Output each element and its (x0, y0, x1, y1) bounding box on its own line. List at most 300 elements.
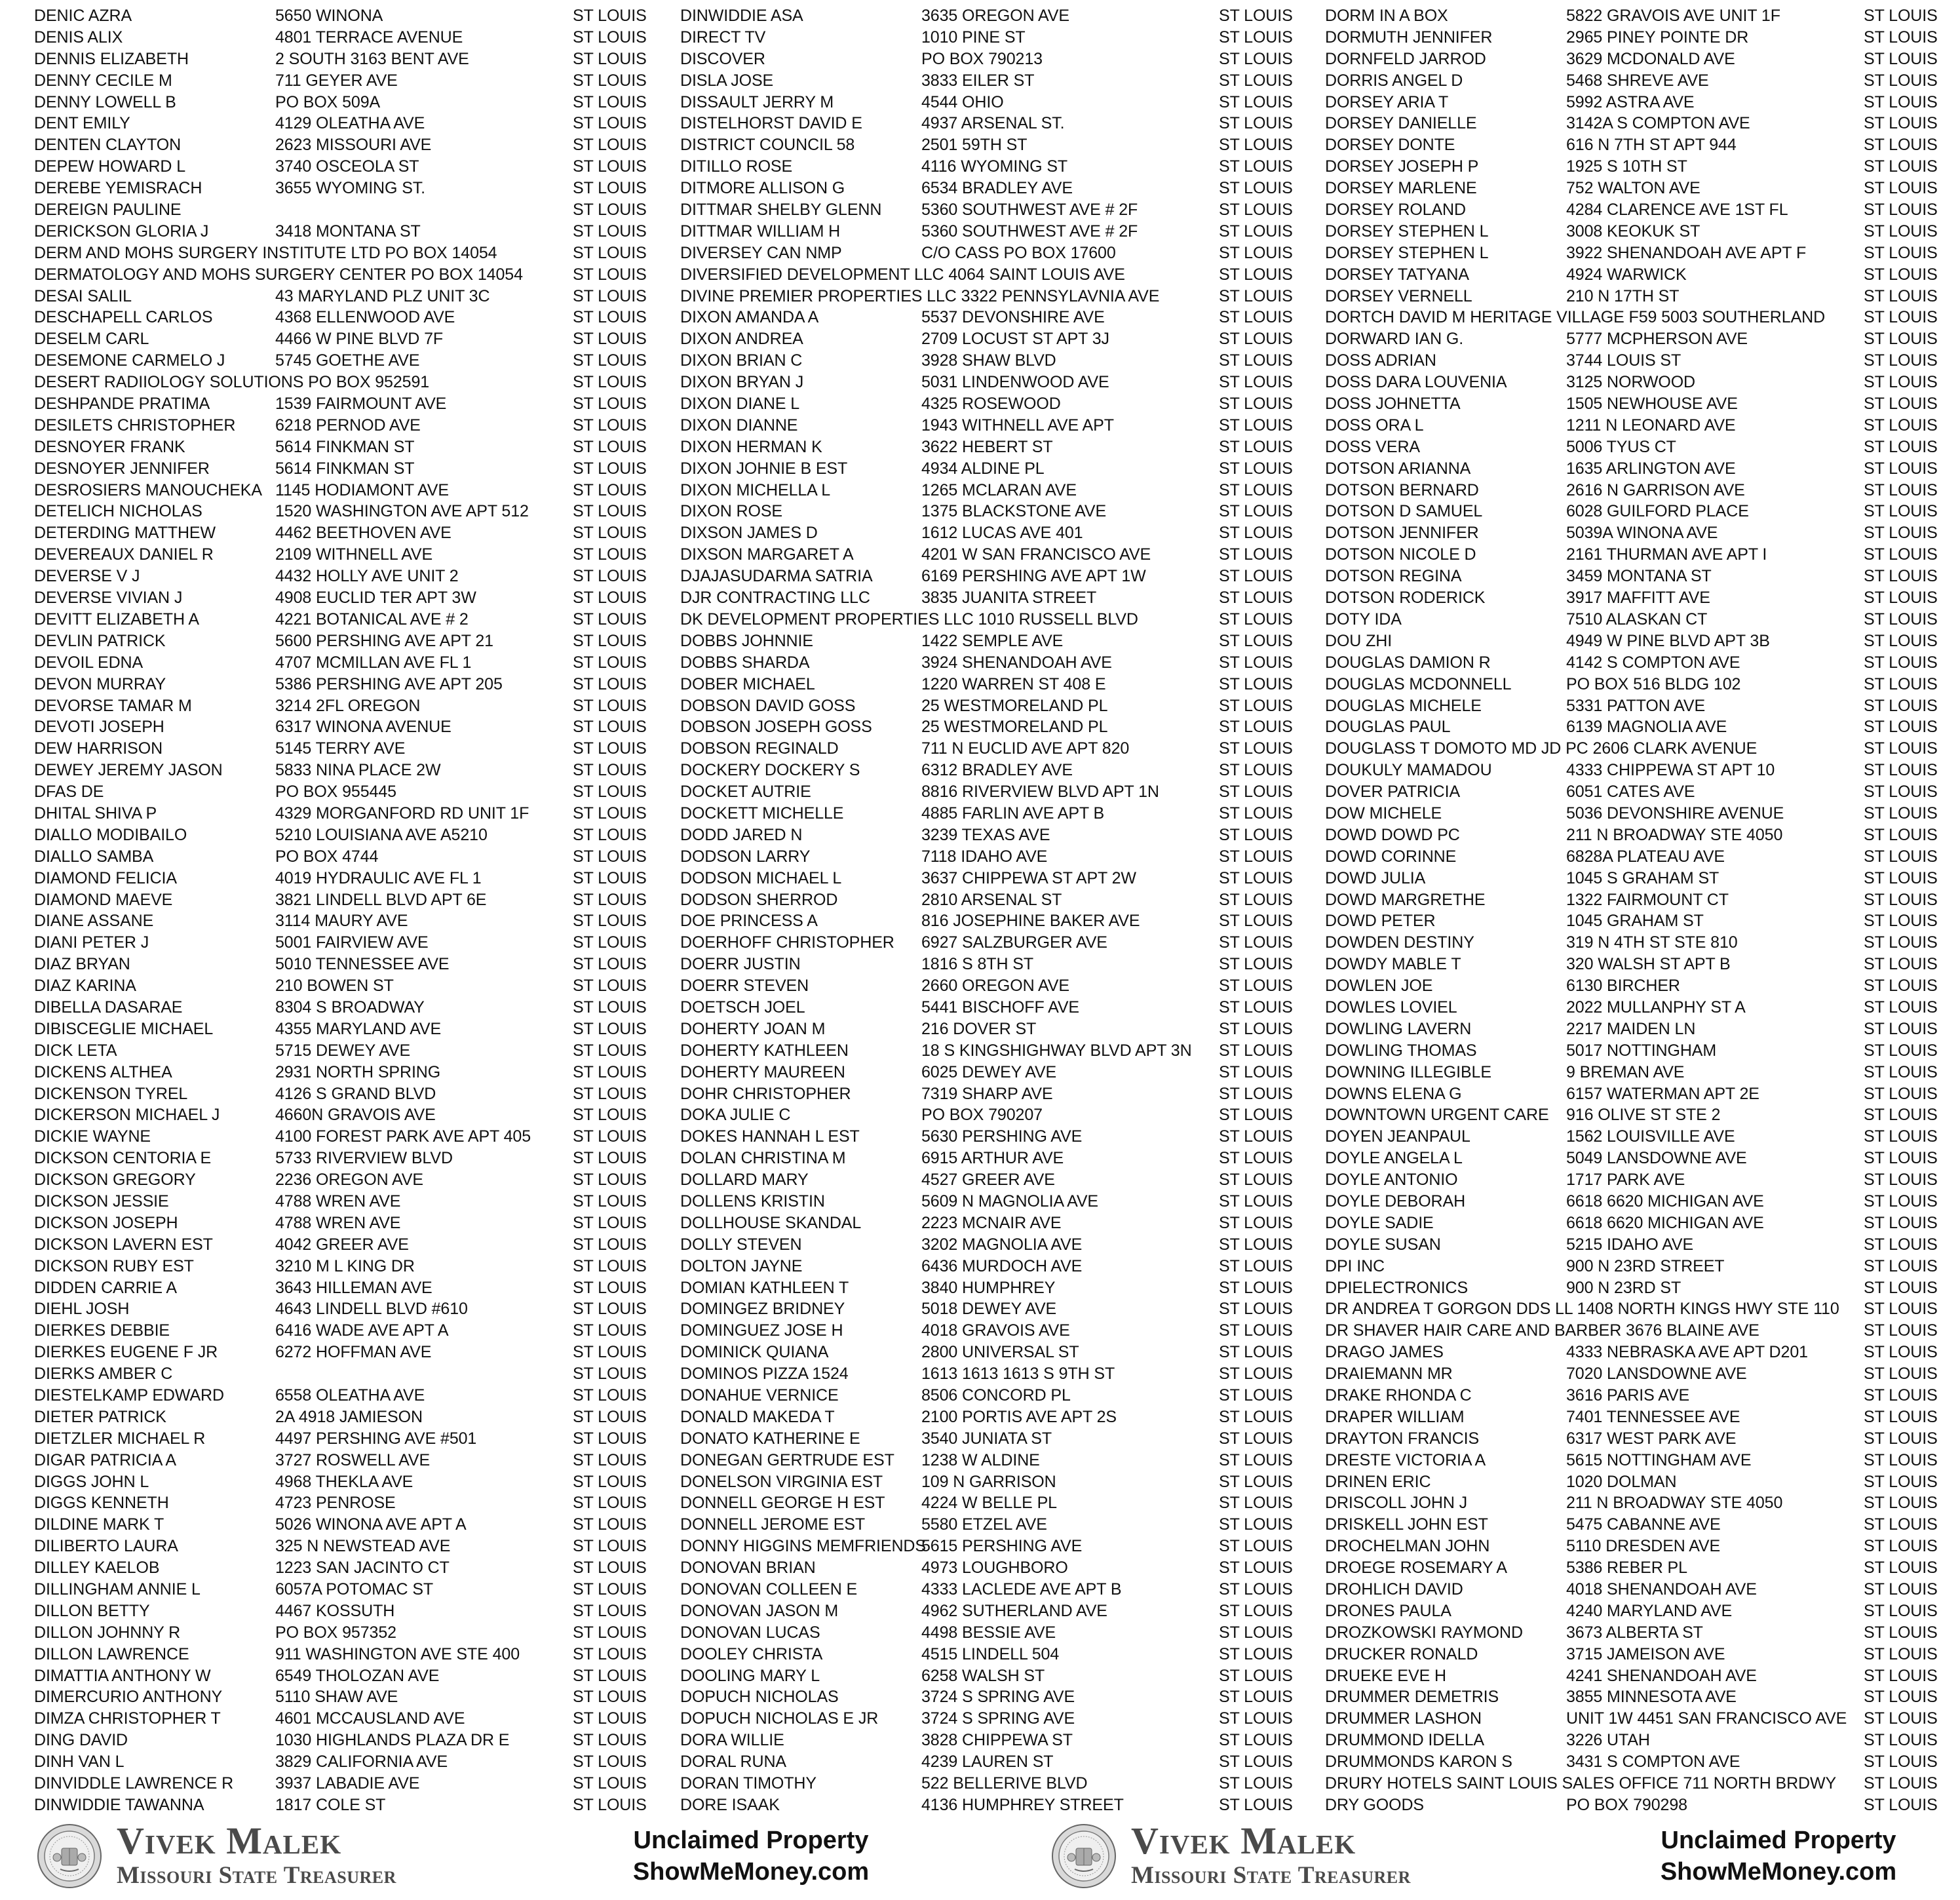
listing-row (1325, 1536, 1938, 1557)
listing-row (680, 1062, 1303, 1083)
owner-address: 2623 MISSOURI AVE (275, 136, 432, 155)
owner-name: DOWLEN JOE (1325, 977, 1433, 996)
owner-address: 2501 59TH ST (921, 136, 1028, 155)
owner-name: DILLEY KAELOB (34, 1559, 160, 1578)
owner-name: DOBSON DAVID GOSS (680, 696, 856, 715)
owner-city: ST LOUIS (1864, 1688, 1938, 1707)
owner-name: DONALD MAKEDA T (680, 1407, 835, 1426)
owner-address: 3655 WYOMING ST. (275, 179, 426, 198)
listing-row (1325, 1018, 1938, 1040)
listing-row (34, 1320, 650, 1342)
owner-address: 5992 ASTRA AVE (1566, 92, 1695, 111)
owner-address: 5580 ETZEL AVE (921, 1515, 1047, 1534)
owner-city: ST LOUIS (1219, 1171, 1293, 1190)
listing-row (1325, 113, 1938, 134)
owner-city: ST LOUIS (573, 1407, 647, 1426)
owner-address: 4467 KOSSUTH (275, 1601, 395, 1620)
owner-city: ST LOUIS (1219, 179, 1293, 198)
owner-address: 3924 SHENANDOAH AVE (921, 653, 1112, 672)
owner-city: ST LOUIS (1219, 1213, 1293, 1232)
unclaimed-property-promo (1641, 1825, 1916, 1888)
listing-row (680, 1536, 1303, 1557)
owner-name: DHITAL SHIVA P (34, 804, 157, 823)
promo-website: ShowMeMoney.com (1660, 1858, 1897, 1886)
listing-row (680, 1751, 1303, 1773)
owner-address: 4042 GREER AVE (275, 1235, 409, 1254)
listing-row (1325, 1212, 1938, 1234)
listing-row (34, 1600, 650, 1622)
owner-city: ST LOUIS (1219, 1450, 1293, 1469)
listing-row (1325, 1665, 1938, 1687)
owner-name: DESILETS CHRISTOPHER (34, 416, 236, 435)
owner-address: 1010 PINE ST (921, 28, 1026, 47)
listing-row (34, 630, 650, 652)
owner-name: DIRECT TV (680, 28, 766, 47)
owner-address: 2709 LOCUST ST APT 3J (921, 330, 1109, 349)
owner-city: ST LOUIS (573, 1213, 647, 1232)
owner-city: ST LOUIS (573, 222, 647, 241)
owner-address: 3114 MAURY AVE (275, 912, 408, 931)
owner-city: ST LOUIS (1219, 7, 1293, 25)
listing-row (680, 1277, 1303, 1299)
owner-name: DESNOYER JENNIFER (34, 459, 210, 478)
owner-city: ST LOUIS (1864, 977, 1938, 996)
owner-city: ST LOUIS (1864, 955, 1938, 974)
owner-address: 816 JOSEPHINE BAKER AVE (921, 912, 1140, 931)
owner-name: DOUKULY MAMADOU (1325, 761, 1492, 780)
owner-name: DOYLE ANGELA L (1325, 1149, 1463, 1168)
listing-row (1325, 1320, 1938, 1342)
listing-row (680, 1104, 1303, 1126)
owner-name: DOUGLAS MCDONNELL (1325, 674, 1512, 693)
owner-name: DOERHOFF CHRISTOPHER (680, 933, 894, 952)
owner-city: ST LOUIS (1864, 998, 1938, 1017)
owner-city: ST LOUIS (1864, 28, 1938, 47)
owner-address: 3828 CHIPPEWA ST (921, 1731, 1073, 1750)
owner-city: ST LOUIS (1864, 92, 1938, 111)
owner-city: ST LOUIS (1864, 1731, 1938, 1750)
listing-row (1325, 716, 1938, 738)
listing-row (34, 846, 650, 868)
owner-address: 2660 OREGON AVE (921, 977, 1069, 996)
listing-row (1325, 1277, 1938, 1299)
listing-row (680, 1363, 1303, 1385)
owner-name: DESHPANDE PRATIMA (34, 395, 210, 414)
owner-address: PO BOX 790298 (1566, 1795, 1687, 1814)
owner-name: DINWIDDIE ASA (680, 7, 803, 25)
owner-address: 4973 LOUGHBORO (921, 1559, 1068, 1578)
owner-name: DOPUCH NICHOLAS E JR (680, 1709, 879, 1728)
listing-row (1325, 630, 1938, 652)
listing-row (680, 803, 1303, 824)
owner-address: 3744 LOUIS ST (1566, 351, 1681, 370)
owner-address: 6051 CATES AVE (1566, 783, 1695, 802)
listing-row (1325, 652, 1938, 674)
owner-name: DIXON MICHELLA L (680, 480, 831, 499)
listing-row (34, 1018, 650, 1040)
owner-address: 5010 TENNESSEE AVE (275, 955, 450, 974)
promo-website: ShowMeMoney.com (632, 1858, 870, 1886)
listing-row (1325, 328, 1938, 350)
owner-city: ST LOUIS (1864, 1084, 1938, 1103)
owner-address: 211 N BROADWAY STE 4050 (1566, 825, 1783, 844)
owner-address: 4100 FOREST PARK AVE APT 405 (275, 1127, 531, 1146)
owner-name: DPI INC (1325, 1256, 1385, 1275)
owner-city: ST LOUIS (1219, 1019, 1293, 1038)
listing-row (680, 716, 1303, 738)
listing-row (1325, 1234, 1938, 1256)
owner-city: ST LOUIS (1219, 1644, 1293, 1663)
owner-city: ST LOUIS (1864, 933, 1938, 952)
owner-address: 4019 HYDRAULIC AVE FL 1 (275, 868, 482, 887)
owner-city: ST LOUIS (1219, 1407, 1293, 1426)
owner-address: 9 BREMAN AVE (1566, 1062, 1685, 1081)
listing-row (1325, 264, 1938, 286)
listing-row (1325, 1385, 1938, 1406)
owner-name: DIBELLA DASARAE (34, 998, 183, 1017)
owner-address: 6157 WATERMAN APT 2E (1566, 1084, 1759, 1103)
owner-address: 1520 WASHINGTON AVE APT 512 (275, 502, 529, 521)
listing-row (1325, 436, 1938, 458)
listing-row (1325, 932, 1938, 954)
owner-name: DIETER PATRICK (34, 1407, 166, 1426)
owner-city: ST LOUIS (1864, 1062, 1938, 1081)
owner-name: DOLAN CHRISTINA M (680, 1149, 846, 1168)
owner-address: 4329 MORGANFORD RD UNIT 1F (275, 804, 529, 823)
owner-address: 325 N NEWSTEAD AVE (275, 1537, 451, 1556)
owner-city: ST LOUIS (1219, 739, 1293, 758)
listing-row (1325, 889, 1938, 911)
listing-row (34, 1256, 650, 1277)
listing-row (1325, 522, 1938, 544)
owner-name: DICKSON CENTORIA E (34, 1149, 212, 1168)
owner-city: ST LOUIS (1864, 7, 1938, 25)
owner-city: ST LOUIS (573, 1192, 647, 1211)
owner-address: 3210 M L KING DR (275, 1256, 415, 1275)
owner-name: DERMATOLOGY AND MOHS SURGERY CENTER PO BOX 14054 (34, 265, 523, 284)
owner-city: ST LOUIS (573, 1644, 647, 1663)
owner-name: DOBER MICHAEL (680, 674, 815, 693)
owner-name: DICK LETA (34, 1041, 117, 1060)
owner-city: ST LOUIS (573, 1559, 647, 1578)
owner-address: 2931 NORTH SPRING (275, 1062, 441, 1081)
owner-name: DRUMMER LASHON (1325, 1709, 1482, 1728)
listing-row (680, 1794, 1303, 1816)
listing-row (1325, 92, 1938, 113)
owner-name: DOSS DARA LOUVENIA (1325, 373, 1507, 392)
owner-city: ST LOUIS (1864, 847, 1938, 866)
owner-address: 3226 UTAH (1566, 1731, 1650, 1750)
listing-row (34, 1298, 650, 1320)
owner-address: 4239 LAUREN ST (921, 1753, 1054, 1772)
owner-name: DRAPER WILLIAM (1325, 1407, 1465, 1426)
owner-city: ST LOUIS (1864, 868, 1938, 887)
owner-name: DICKSON JESSIE (34, 1192, 169, 1211)
owner-city: ST LOUIS (573, 674, 647, 693)
owner-name: DERICKSON GLORIA J (34, 222, 209, 241)
listing-row (1325, 1148, 1938, 1169)
listing-row (1325, 695, 1938, 717)
owner-name: DILLON JOHNNY R (34, 1623, 181, 1642)
owner-address: 4018 SHENANDOAH AVE (1566, 1580, 1757, 1599)
owner-city: ST LOUIS (1219, 631, 1293, 650)
owner-name: DODSON MICHAEL L (680, 868, 842, 887)
owner-name: DOMIAN KATHLEEN T (680, 1278, 849, 1297)
owner-city: ST LOUIS (1864, 308, 1938, 327)
listing-row (34, 587, 650, 609)
owner-city: ST LOUIS (1219, 567, 1293, 586)
owner-city: ST LOUIS (573, 1149, 647, 1168)
owner-city: ST LOUIS (1219, 1601, 1293, 1620)
owner-address: 6618 6620 MICHIGAN AVE (1566, 1192, 1764, 1211)
owner-address: 5468 SHREVE AVE (1566, 71, 1709, 90)
owner-city: ST LOUIS (1864, 114, 1938, 133)
owner-city: ST LOUIS (1864, 653, 1938, 672)
listing-row (680, 1320, 1303, 1342)
owner-city: ST LOUIS (1219, 1235, 1293, 1254)
owner-name: DIVERSEY CAN NMP (680, 243, 842, 262)
listing-row (680, 1579, 1303, 1600)
owner-city: ST LOUIS (1864, 610, 1938, 629)
owner-name: DIERKES EUGENE F JR (34, 1343, 218, 1362)
listing-row (34, 1040, 650, 1062)
listing-row (34, 1492, 650, 1514)
owner-address: 211 N BROADWAY STE 4050 (1566, 1494, 1783, 1513)
owner-city: ST LOUIS (1864, 1407, 1938, 1426)
owner-name: DRESTE VICTORIA A (1325, 1450, 1486, 1469)
owner-city: ST LOUIS (1219, 1386, 1293, 1405)
owner-city: ST LOUIS (573, 480, 647, 499)
owner-address: 1045 S GRAHAM ST (1566, 868, 1720, 887)
owner-address: PO BOX 957352 (275, 1623, 396, 1642)
listing-row (34, 501, 650, 522)
owner-address: 6915 ARTHUR AVE (921, 1149, 1064, 1168)
owner-city: ST LOUIS (573, 977, 647, 996)
owner-name: DIERKS AMBER C (34, 1365, 173, 1384)
owner-name: DEWEY JEREMY JASON (34, 761, 223, 780)
owner-address: 4788 WREN AVE (275, 1192, 401, 1211)
owner-city: ST LOUIS (1219, 28, 1293, 47)
owner-city: ST LOUIS (1864, 395, 1938, 414)
owner-name: DENTEN CLAYTON (34, 136, 182, 155)
listing-row (34, 609, 650, 630)
owner-name: DRONES PAULA (1325, 1601, 1451, 1620)
owner-address: 6927 SALZBURGER AVE (921, 933, 1107, 952)
owner-city: ST LOUIS (573, 718, 647, 737)
owner-city: ST LOUIS (573, 1127, 647, 1146)
owner-city: ST LOUIS (1864, 696, 1938, 715)
listing-row (680, 480, 1303, 501)
owner-name: DROZKOWSKI RAYMOND (1325, 1623, 1523, 1642)
owner-city: ST LOUIS (1219, 1278, 1293, 1297)
owner-city: ST LOUIS (1219, 1256, 1293, 1275)
owner-city: ST LOUIS (1219, 1429, 1293, 1448)
owner-address: 6272 HOFFMAN AVE (275, 1343, 432, 1362)
owner-city: ST LOUIS (1219, 351, 1293, 370)
owner-address: 4325 ROSEWOOD (921, 395, 1061, 414)
owner-name: DOLLARD MARY (680, 1171, 809, 1190)
listing-row (1325, 1492, 1938, 1514)
owner-address: 1211 N LEONARD AVE (1566, 416, 1736, 435)
owner-city: ST LOUIS (573, 804, 647, 823)
owner-name: DR SHAVER HAIR CARE AND BARBER 3676 BLAINE AVE (1325, 1321, 1759, 1340)
owner-address: 1045 GRAHAM ST (1566, 912, 1704, 931)
listing-row (34, 350, 650, 372)
owner-city: ST LOUIS (1219, 977, 1293, 996)
owner-city: ST LOUIS (573, 1450, 647, 1469)
owner-city: ST LOUIS (1864, 416, 1938, 435)
owner-name: DORTCH DAVID M HERITAGE VILLAGE F59 5003 SOUTHERLAND (1325, 308, 1826, 327)
owner-city: ST LOUIS (1864, 1256, 1938, 1275)
listing-row (680, 1428, 1303, 1450)
owner-address: 210 BOWEN ST (275, 977, 394, 996)
listing-row (34, 695, 650, 717)
owner-city: ST LOUIS (1219, 1084, 1293, 1103)
owner-name: DOTSON ARIANNA (1325, 459, 1471, 478)
listing-row (34, 544, 650, 566)
owner-city: ST LOUIS (1864, 545, 1938, 564)
owner-address: PO BOX 516 BLDG 102 (1566, 674, 1741, 693)
owner-city: ST LOUIS (1864, 1515, 1938, 1534)
owner-address: 6549 THOLOZAN AVE (275, 1666, 440, 1685)
listing-row (680, 846, 1303, 868)
listing-row (34, 889, 650, 911)
owner-city: ST LOUIS (1219, 1515, 1293, 1534)
owner-name: DIGGS JOHN L (34, 1472, 149, 1491)
owner-city: ST LOUIS (1864, 1365, 1938, 1384)
owner-address: 3724 S SPRING AVE (921, 1688, 1075, 1707)
owner-city: ST LOUIS (1864, 1127, 1938, 1146)
owner-name: DESAI SALIL (34, 286, 132, 305)
owner-city: ST LOUIS (573, 524, 647, 543)
owner-name: DOTSON RODERICK (1325, 589, 1486, 608)
owner-address: 3637 CHIPPEWA ST APT 2W (921, 868, 1136, 887)
listing-row (680, 1708, 1303, 1730)
owner-address: 6618 6620 MICHIGAN AVE (1566, 1213, 1764, 1232)
owner-city: ST LOUIS (1864, 330, 1938, 349)
owner-city: ST LOUIS (573, 1709, 647, 1728)
owner-city: ST LOUIS (1864, 1019, 1938, 1038)
listing-row (34, 1686, 650, 1708)
owner-address: 4968 THEKLA AVE (275, 1472, 413, 1491)
owner-city: ST LOUIS (1219, 136, 1293, 155)
listing-row (1325, 1471, 1938, 1493)
owner-name: DICKIE WAYNE (34, 1127, 151, 1146)
listing-row (680, 5, 1303, 27)
owner-address: 25 WESTMORELAND PL (921, 718, 1108, 737)
listing-row (1325, 242, 1938, 264)
owner-name: DIXON ROSE (680, 502, 782, 521)
listing-row (1325, 1062, 1938, 1083)
owner-name: DONOVAN BRIAN (680, 1559, 816, 1578)
owner-city: ST LOUIS (1219, 459, 1293, 478)
owner-name: DOHERTY KATHLEEN (680, 1041, 849, 1060)
owner-city: ST LOUIS (573, 631, 647, 650)
owner-city: ST LOUIS (1864, 674, 1938, 693)
listing-row (34, 1514, 650, 1536)
owner-name: DOBBS SHARDA (680, 653, 810, 672)
owner-name: DONEGAN GERTRUDE EST (680, 1450, 894, 1469)
listing-row (34, 932, 650, 954)
unclaimed-property-promo (613, 1825, 889, 1888)
owner-name: DIERKES DEBBIE (34, 1321, 170, 1340)
owner-city: ST LOUIS (573, 1386, 647, 1405)
owner-name: DOCKET AUTRIE (680, 783, 811, 802)
owner-city: ST LOUIS (573, 7, 647, 25)
listing-row (1325, 566, 1938, 587)
listing-row (680, 350, 1303, 372)
owner-name: DOTSON NICOLE D (1325, 545, 1476, 564)
owner-name: DENIS ALIX (34, 28, 123, 47)
owner-city: ST LOUIS (1219, 589, 1293, 608)
owner-address: 4201 W SAN FRANCISCO AVE (921, 545, 1151, 564)
owner-city: ST LOUIS (1864, 1235, 1938, 1254)
owner-city: ST LOUIS (1219, 265, 1293, 284)
owner-city: ST LOUIS (573, 1472, 647, 1491)
owner-city: ST LOUIS (1219, 395, 1293, 414)
owner-address: 5331 PATTON AVE (1566, 696, 1706, 715)
owner-city: ST LOUIS (573, 912, 647, 931)
owner-name: DROEGE ROSEMARY A (1325, 1559, 1508, 1578)
owner-name: DINWIDDIE TAWANNA (34, 1795, 204, 1814)
owner-name: DORSEY DANIELLE (1325, 114, 1477, 133)
owner-address: 3616 PARIS AVE (1566, 1386, 1690, 1405)
listing-row (680, 221, 1303, 242)
owner-address: 3833 EILER ST (921, 71, 1035, 90)
owner-address: 1238 W ALDINE (921, 1450, 1040, 1469)
owner-address: 5745 GOETHE AVE (275, 351, 420, 370)
listing-row (1325, 1126, 1938, 1148)
owner-city: ST LOUIS (1219, 286, 1293, 305)
owner-address: 5614 FINKMAN ST (275, 459, 415, 478)
owner-name: DONOVAN LUCAS (680, 1623, 820, 1642)
owner-name: DOWLING LAVERN (1325, 1019, 1472, 1038)
listing-row (34, 522, 650, 544)
listing-row (1325, 803, 1938, 824)
owner-name: DOTSON BERNARD (1325, 480, 1479, 499)
listing-row (680, 156, 1303, 178)
owner-address: 2022 MULLANPHY ST A (1566, 998, 1746, 1017)
owner-address: 4949 W PINE BLVD APT 3B (1566, 631, 1770, 650)
owner-name: DESELM CARL (34, 330, 149, 349)
owner-address: 5026 WINONA AVE APT A (275, 1515, 467, 1534)
owner-name: DJAJASUDARMA SATRIA (680, 567, 873, 586)
owner-name: DOYLE SADIE (1325, 1213, 1434, 1232)
owner-city: ST LOUIS (1219, 1192, 1293, 1211)
owner-name: DIXON BRYAN J (680, 373, 804, 392)
listing-row (34, 1665, 650, 1687)
listing-row (680, 1212, 1303, 1234)
listing-row (34, 372, 650, 393)
owner-name: DOUGLAS DAMION R (1325, 653, 1491, 672)
listing-row (680, 264, 1303, 286)
owner-address: 3673 ALBERTA ST (1566, 1623, 1703, 1642)
owner-city: ST LOUIS (1219, 157, 1293, 176)
owner-city: ST LOUIS (1864, 1494, 1938, 1513)
owner-address: 5001 FAIRVIEW AVE (275, 933, 429, 952)
owner-city: ST LOUIS (573, 1278, 647, 1297)
owner-name: DIEHL JOSH (34, 1300, 130, 1319)
owner-address: 4660N GRAVOIS AVE (275, 1106, 436, 1125)
owner-address: 5600 PERSHING AVE APT 21 (275, 631, 493, 650)
listing-row (1325, 954, 1938, 975)
owner-address: 7319 SHARP AVE (921, 1084, 1053, 1103)
listing-row (1325, 1104, 1938, 1126)
owner-name: DOVER PATRICIA (1325, 783, 1461, 802)
listing-row (1325, 307, 1938, 328)
owner-address: 1925 S 10TH ST (1566, 157, 1687, 176)
owner-name: DISSAULT JERRY M (680, 92, 834, 111)
